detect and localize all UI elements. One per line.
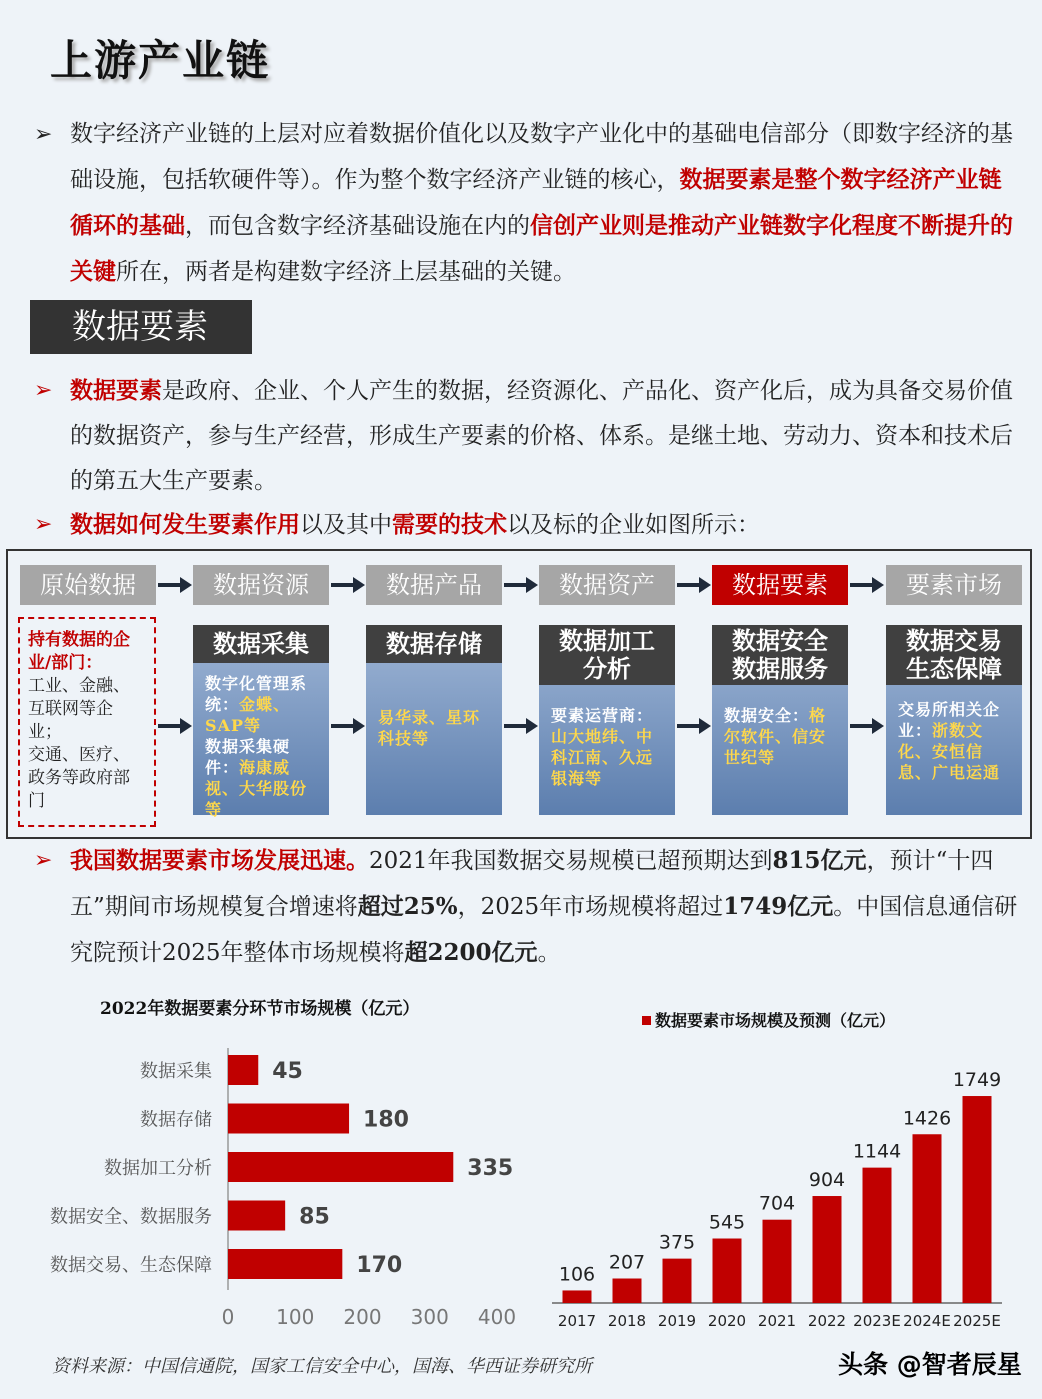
- card-trading: [886, 625, 1022, 815]
- charts-svg: [0, 1030, 1042, 1340]
- card-heading: 数据采集: [193, 625, 329, 663]
- chart1-tick-label: 300: [410, 1305, 449, 1329]
- legend-swatch-icon: [642, 1016, 651, 1025]
- card-label: 要素运营商：: [551, 706, 654, 725]
- arrow-icon: [158, 724, 182, 728]
- arrow-icon: [331, 583, 355, 587]
- card-label: 数据安全：: [724, 706, 810, 725]
- watermark: 头条 @智者辰星: [838, 1350, 1022, 1379]
- market-text-2: ，预计“十四五”期间市场规模复合增速将: [70, 848, 994, 920]
- diagram-intro-text-2: 以及标的企业如图所示：: [507, 512, 760, 538]
- bullet-icon: ➢: [34, 512, 53, 537]
- card-heading: 数据交易生态保障: [886, 625, 1022, 685]
- card-heading: 数据安全数据服务: [712, 625, 848, 685]
- arrow-icon: [677, 583, 701, 587]
- source-note: 资料来源：中国信通院，国家工信安全中心，国海、华西证券研究所: [52, 1356, 592, 1377]
- chart1-value-label: 85: [299, 1204, 330, 1230]
- chart1-tick-label: 100: [276, 1305, 315, 1329]
- page-title: 上游产业链: [50, 36, 271, 85]
- definition-text-1: 是政府、企业、个人产生的数据，经资源化、产品化、资产化后，成为具备交易价值的数据资产，参与生产经营，形成生产要素的价格、体系。: [70, 378, 1013, 449]
- chart1-category-label: 数据加工分析: [104, 1158, 212, 1179]
- chart2-value-label: 704: [758, 1192, 796, 1215]
- chart2-value-label: 106: [558, 1263, 596, 1286]
- chart1-value-label: 335: [467, 1156, 514, 1181]
- stage-element-market: 要素市场: [886, 565, 1022, 605]
- market-text-3: ，2025年市场规模将超过: [457, 894, 724, 920]
- chart2-bar: [663, 1259, 692, 1303]
- data-holder-box: [18, 617, 156, 827]
- card-companies: 海康威视、大华股份等: [205, 758, 308, 819]
- holder-line-1: 工业、金融、互联网等企业；: [28, 676, 130, 742]
- chart1-value-label: 170: [356, 1253, 403, 1278]
- stage-data-element: 数据要素: [712, 565, 848, 605]
- chart2-category-label: 2017: [557, 1312, 597, 1330]
- chart2-bar: [763, 1220, 792, 1303]
- chart1-tick-label: 200: [343, 1305, 382, 1329]
- market-value-3: 1749亿元: [723, 893, 834, 920]
- holder-heading: 持有数据的企业/部门：: [28, 630, 130, 673]
- market-text-1: 2021年我国数据交易规模已超预期达到: [369, 848, 773, 874]
- chart2-bar: [813, 1196, 842, 1303]
- chart1-value-label: 45: [272, 1059, 303, 1084]
- stage-data-asset: 数据资产: [539, 565, 675, 605]
- chart2-category-label: 2023E: [853, 1312, 901, 1330]
- chart1-category-label: 数据采集: [140, 1061, 212, 1082]
- card-heading: 数据加工分析: [539, 625, 675, 685]
- section-heading: 数据要素: [30, 300, 252, 354]
- chart2-value-label: 207: [608, 1251, 646, 1274]
- chart2-category-label: 2020: [707, 1312, 747, 1330]
- bullet-icon: ➢: [34, 122, 53, 147]
- chart1-bar: [228, 1152, 453, 1182]
- chart1-title: 2022年数据要素分环节市场规模（亿元）: [100, 999, 420, 1019]
- holder-line-2: 交通、医疗、政务等政府部门: [28, 745, 130, 811]
- definition-term: 数据要素: [70, 377, 162, 404]
- market-value-2: 超过25%: [357, 893, 458, 920]
- card-label: 数据采集硬件：: [205, 737, 291, 777]
- chart2-value-label: 1426: [902, 1107, 952, 1130]
- chart1-horizontal-bar: [50, 1048, 516, 1329]
- card-companies: 浙数文化、安恒信息、广电运通: [898, 721, 1001, 782]
- chart2-value-label: 1144: [852, 1140, 902, 1163]
- chart1-bar: [228, 1055, 258, 1085]
- chart1-category-label: 数据交易、生态保障: [50, 1255, 212, 1276]
- intro-paragraph: [34, 112, 1024, 295]
- chart1-bar: [228, 1249, 342, 1279]
- card-collection: [193, 625, 329, 819]
- chart2-value-label: 904: [808, 1169, 846, 1192]
- chart1-category-label: 数据安全、数据服务: [50, 1206, 212, 1228]
- market-text-5: 。: [537, 940, 561, 966]
- definition-paragraph: [34, 368, 1024, 504]
- card-processing: [539, 625, 675, 815]
- chart2-category-label: 2021: [757, 1312, 797, 1330]
- chart2-bar: [913, 1134, 942, 1303]
- chart2-category-label: 2018: [607, 1312, 647, 1330]
- card-security: [712, 625, 848, 815]
- bullet-icon: ➢: [34, 378, 53, 403]
- chart1-value-label: 180: [363, 1107, 409, 1133]
- intro-highlight-2: 信创产业则是推动产业链数字化程度不断提升的关键: [70, 212, 1013, 285]
- chart2-category-label: 2019: [657, 1312, 697, 1330]
- chart1-tick-label: 0: [221, 1305, 235, 1329]
- bullet-icon: ➢: [34, 848, 53, 873]
- card-label: 数字化管理系统：: [205, 674, 308, 714]
- diagram-intro-highlight-2: 需要的技术: [392, 511, 507, 538]
- chart2-bar: [863, 1168, 892, 1303]
- arrow-icon: [331, 724, 355, 728]
- chart1-category-label: 数据存储: [140, 1109, 212, 1131]
- chart2-value-label: 545: [708, 1211, 746, 1234]
- stage-raw-data: 原始数据: [20, 565, 156, 605]
- diagram-intro-text-1: 以及其中: [300, 512, 392, 538]
- chart2-legend: [642, 1008, 895, 1031]
- intro-text-1: 数字经济产业链的上层对应着数据价值化以及数字产业化中的基础电信部分（即数字经济的基础设施，包括软硬件等）。作为整个数字经济产业链的核心，: [70, 121, 1013, 193]
- chart2-category-label: 2024E: [903, 1312, 951, 1330]
- card-companies: 易华录、星环科技等: [378, 708, 481, 748]
- market-value-1: 815亿元: [772, 847, 867, 874]
- market-text-4: 。中国信息通信研究院预计2025年整体市场规模将: [70, 894, 1018, 966]
- card-storage: [366, 625, 502, 815]
- chart2-bar: [563, 1290, 592, 1303]
- chart2-bar: [713, 1239, 742, 1303]
- chart1-bar: [228, 1104, 349, 1134]
- chart2-value-label: 375: [658, 1231, 696, 1254]
- chart2-category-label: 2022: [807, 1312, 847, 1330]
- chart2-legend-label: 数据要素市场规模及预测（亿元）: [655, 1011, 896, 1030]
- arrow-icon: [504, 583, 528, 587]
- arrow-icon: [677, 724, 701, 728]
- chart1-bar: [228, 1201, 285, 1231]
- chart1-tick-label: 400: [477, 1305, 517, 1329]
- diagram-intro-highlight-1: 数据如何发生要素作用: [70, 511, 300, 538]
- market-highlight: 我国数据要素市场发展迅速。: [70, 847, 369, 874]
- chart2-category-label: 2025E: [953, 1312, 1001, 1330]
- diagram-intro: [34, 502, 1024, 548]
- card-companies: 金蝶、SAP等: [205, 695, 291, 735]
- arrow-icon: [158, 583, 182, 587]
- definition-text-2: 是继土地、劳动力、资本和技术后的第五大生产要素。: [70, 423, 1013, 494]
- card-companies: 格尔软件、信安世纪等: [724, 706, 827, 767]
- card-heading: 数据存储: [366, 625, 502, 663]
- market-paragraph: [34, 838, 1024, 976]
- market-value-4: 超2200亿元: [404, 939, 538, 966]
- arrow-icon: [850, 724, 874, 728]
- chart2-vertical-bar: [552, 1069, 1002, 1330]
- chart2-bar: [963, 1096, 992, 1303]
- chart2-bar: [613, 1279, 642, 1303]
- arrow-icon: [504, 724, 528, 728]
- card-companies: 山大地纬、中科江南、久远银海等: [551, 727, 654, 788]
- intro-highlight-1: 数据要素是整个数字经济产业链循环的基础: [70, 166, 1002, 239]
- stage-data-product: 数据产品: [366, 565, 502, 605]
- intro-text-3: 所在，两者是构建数字经济上层基础的关键。: [116, 259, 576, 285]
- stage-data-resource: 数据资源: [193, 565, 329, 605]
- card-label: 交易所相关企业：: [898, 700, 1001, 740]
- chart2-value-label: 1749: [952, 1069, 1002, 1092]
- arrow-icon: [850, 583, 874, 587]
- intro-text-2: ，而包含数字经济基础设施在内的: [185, 213, 530, 239]
